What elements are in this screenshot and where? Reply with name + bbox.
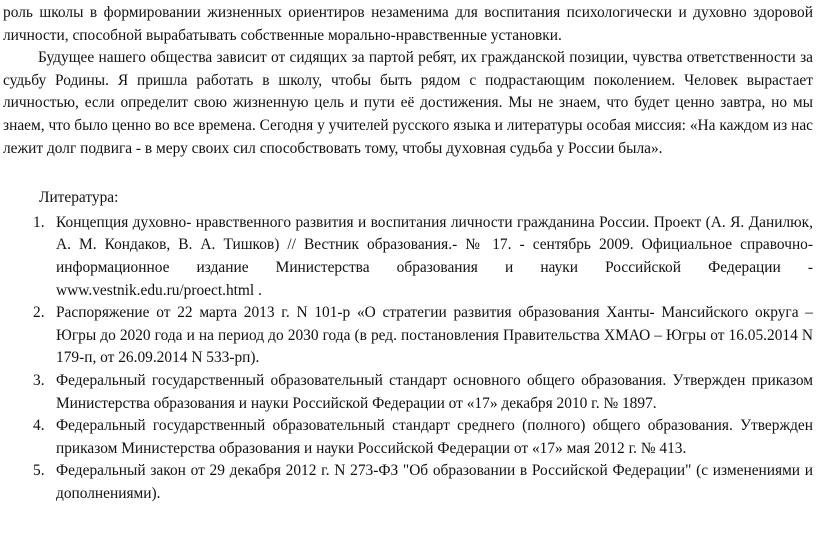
reference-number: 3. — [33, 371, 45, 389]
reference-text: Федеральный государственный образовательный стандарт среднего (полного) общего образования. Утвержден приказом Министерства образования и науки Российской Федерации от «17» мая 2012 г. № 413. — [56, 417, 813, 457]
body-paragraph-2: Будущее нашего общества зависит от сидящих за партой ребят, их гражданской позиции, чувства ответственности за судьбу Родины. Я пришла работать в школу, чтобы быть рядом с подрастающим поколением. Человек вырастает личностью, если определит свою жизненную цель и пути её достижения. Мы не знаем, что будет ценно завтра, но мы знаем, что было ценно во все времена. Сегодня у учителей русского языка и литературы особая миссия: «На каждом из нас лежит долг подвига - в меру своих сил способствовать тому, чтобы духовная судьба у России была». — [3, 49, 813, 157]
reference-text: Распоряжение от 22 марта 2013 г. N 101-р «О стратегии развития образования Ханты- Мансийского округа – Югры до 2020 года и на период до 2030 года (в ред. постановления Правительства ХМАО – Югры от 16.05.2014 N 179-п, от 26.09.2014 N 533-рп). — [56, 304, 813, 367]
reference-text: Концепция духовно- нравственного развития и воспитания личности гражданина России. Проект (А. Я. Данилюк, А. М. Кондаков, В. А. Тишков) // Вестник образования.- № 17. - сентябрь 2009. Официальное справочно-информационное издание Министерства образования и науки Российской Федерации - www.vestnik.edu.ru/proect.html . — [56, 213, 813, 299]
references-list — [3, 212, 813, 506]
reference-number: 5. — [33, 462, 45, 480]
reference-number: 4. — [33, 417, 45, 435]
document-page — [3, 2, 813, 505]
reference-item-2 — [3, 302, 813, 370]
reference-item-3 — [3, 370, 813, 415]
body-paragraph-1: роль школы в формировании жизненных ориентиров незаменима для воспитания психологически и духовно здоровой личности, способной вырабатывать собственные морально-нравственные установки. — [3, 4, 813, 44]
reference-text: Федеральный государственный образовательный стандарт основного общего образования. Утвержден приказом Министерства образования и науки Российской Федерации от «17» декабря 2010 г. № 1897. — [56, 371, 813, 412]
reference-item-5 — [3, 460, 813, 505]
reference-number: 2. — [33, 304, 45, 322]
reference-item-4 — [3, 415, 813, 460]
reference-text: Федеральный закон от 29 декабря 2012 г. N 273-ФЗ "Об образовании в Российской Федерации" (с изменениями и дополнениями). — [56, 462, 813, 502]
reference-item-1 — [3, 212, 813, 302]
references-title: Литература: — [39, 189, 119, 207]
reference-number: 1. — [33, 213, 45, 231]
